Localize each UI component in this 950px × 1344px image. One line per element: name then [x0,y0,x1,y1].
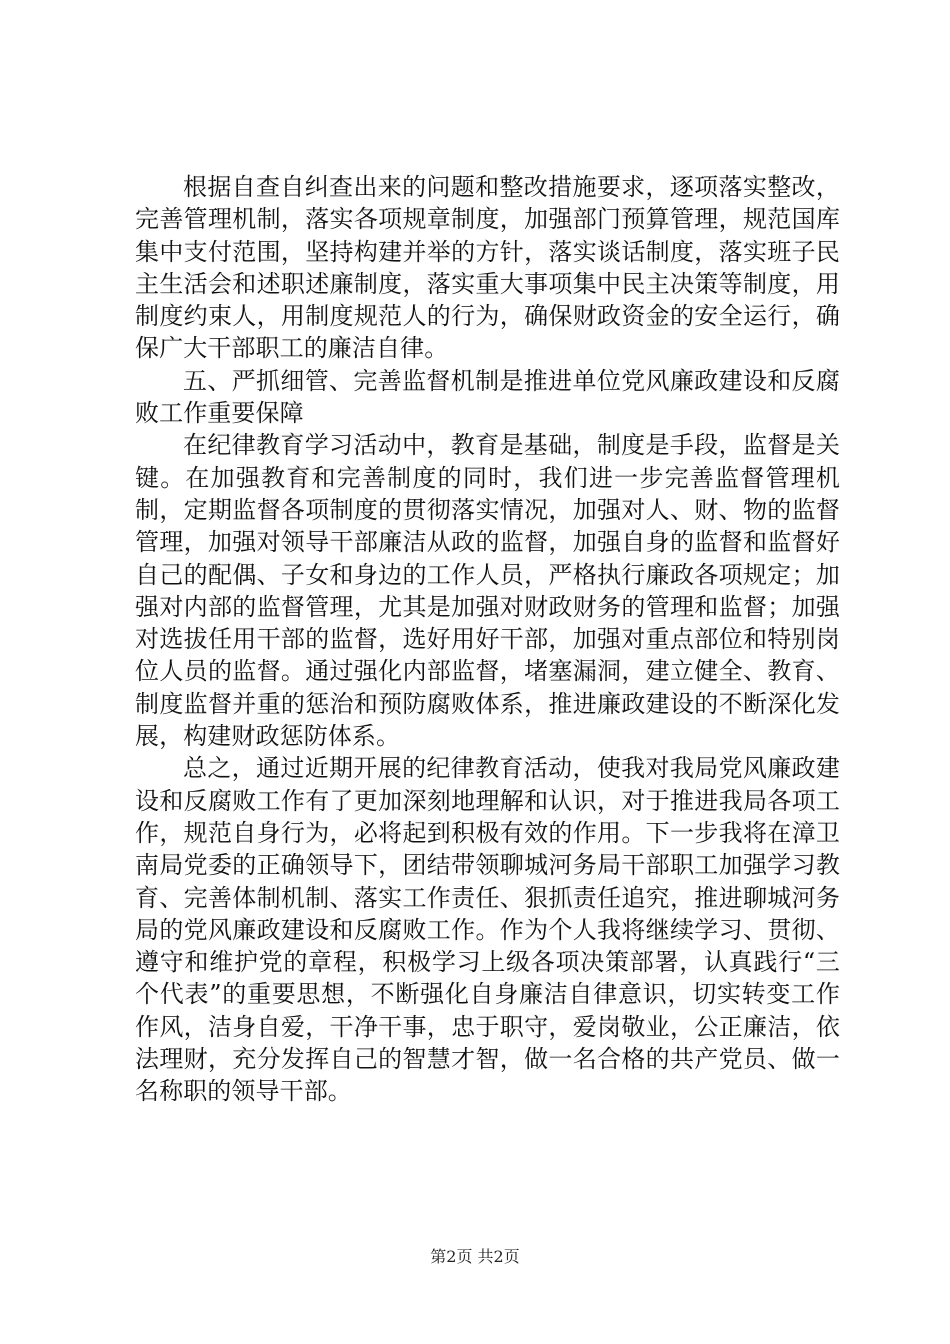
paragraph-rectification: 根据自查自纠查出来的问题和整改措施要求，逐项落实整改，完善管理机制，落实各项规章制度，加强部门预算管理，规范国库集中支付范围，坚持构建并举的方针，落实谈话制度，落实班子民主生活会和述职述廉制度，落实重大事项集中民主决策等制度，用制度约束人，用制度规范人的行为，确保财政资金的安全运行，确保广大干部职工的廉洁自律。 [135,173,840,363]
page-number-footer: 第2页 共2页 [430,1247,520,1266]
section-heading-supervision: 五、严抓细管、完善监督机制是推进单位党风廉政建设和反腐败工作重要保障 [135,366,840,428]
paragraph-supervision: 在纪律教育学习活动中，教育是基础，制度是手段，监督是关键。在加强教育和完善制度的同时，我们进一步完善监督管理机制，定期监督各项制度的贯彻落实情况，加强对人、财、物的监督管理，加强对领导干部廉洁从政的监督，加强自身的监督和监督好自己的配偶、子女和身边的工作人员，严格执行廉政各项规定；加强对内部的监督管理，尤其是加强对财政财务的管理和监督；加强对选拔任用干部的监督，选好用好干部，加强对重点部位和特别岗位人员的监督。通过强化内部监督，堵塞漏洞，建立健全、教育、制度监督并重的惩治和预防腐败体系，推进廉政建设的不断深化发展，构建财政惩防体系。 [135,431,840,751]
paragraph-conclusion: 总之，通过近期开展的纪律教育活动，使我对我局党风廉政建设和反腐败工作有了更加深刻地理解和认识，对于推进我局各项工作，规范自身行为，必将起到积极有效的作用。下一步我将在漳卫南局党委的正确领导下，团结带领聊城河务局干部职工加强学习教育、完善体制机制、落实工作责任、狠抓责任追究，推进聊城河务局的党风廉政建设和反腐败工作。作为个人我将继续学习、贯彻、遵守和维护党的章程，积极学习上级各项决策部署，认真践行“三个代表”的重要思想，不断强化自身廉洁自律意识，切实转变工作作风，洁身自爱，干净干事，忠于职守，爱岗敬业，公正廉洁，依法理财，充分发挥自己的智慧才智，做一名合格的共产党员、做一名称职的领导干部。 [135,754,840,1106]
document-body [135,171,840,1108]
